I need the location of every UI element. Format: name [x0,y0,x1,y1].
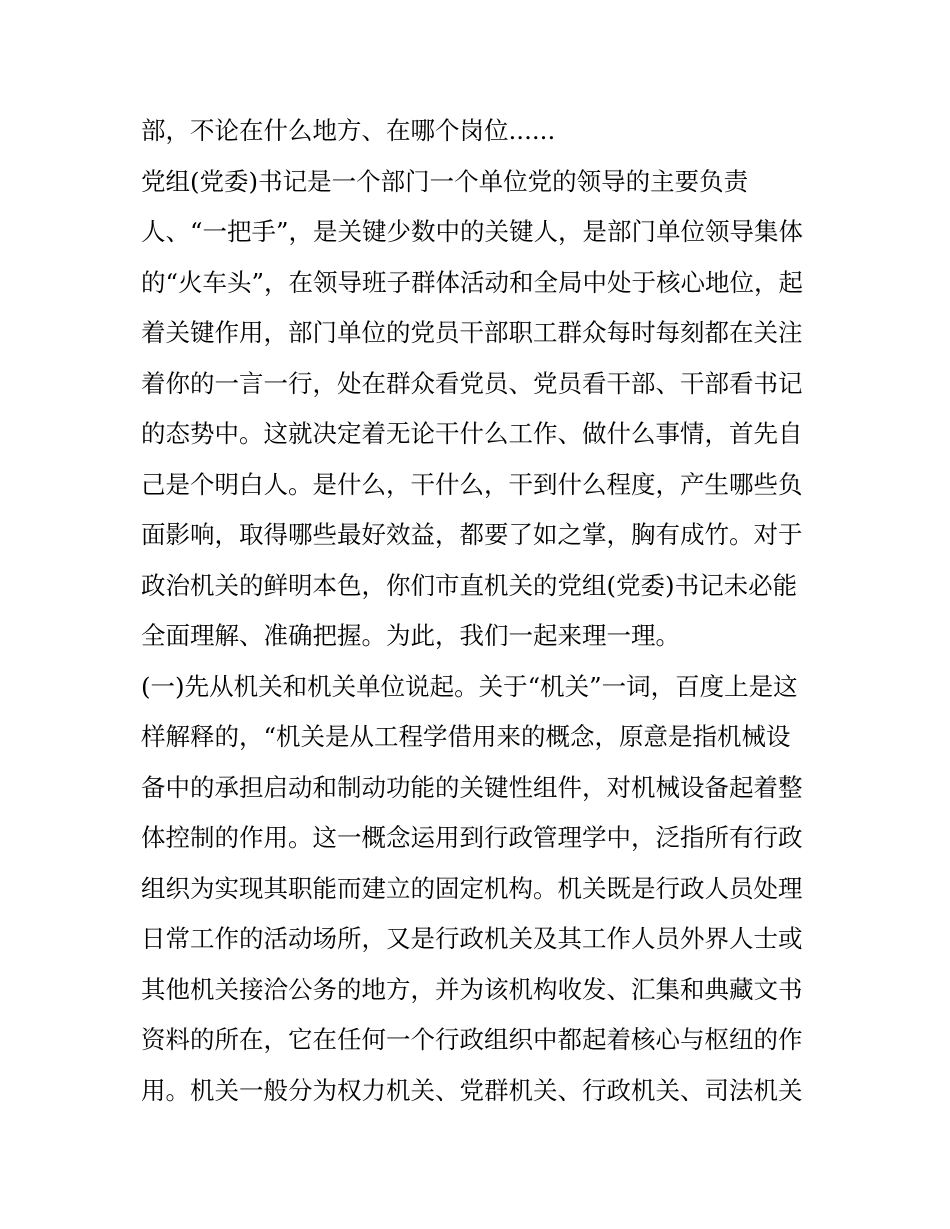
text-line: 部，不论在什么地方、在哪个岗位...... [141,116,556,145]
text-line: 体控制的作用。这一概念运用到行政管理学中，泛指所有行政 [141,823,803,852]
text-line: 面影响，取得哪些最好效益，都要了如之掌，胸有成竹。对于 [141,520,803,549]
text-line: 着关键作用，部门单位的党员干部职工群众每时每刻都在关注 [141,318,803,347]
text-line: 人、“一把手”，是关键少数中的关键人，是部门单位领导集体 [141,217,804,246]
text-line: 组织为实现其职能而建立的固定机构。机关既是行政人员处理 [141,873,803,903]
text-line: 政治机关的鲜明本色，你们市直机关的党组(党委)书记未必能 [141,570,798,600]
text-line: 的态势中。这就决定着无论干什么工作、做什么事情，首先自 [141,419,803,448]
text-line: 全面理解、准确把握。为此，我们一起来理一理。 [141,621,680,650]
text-line: 样解释的，“机关是从工程学借用来的概念，原意是指机械设 [141,722,791,751]
text-line: 资料的所在，它在任何一个行政组织中都起着核心与枢纽的作 [141,1025,803,1054]
text-line: 党组(党委)书记是一个部门一个单位党的领导的主要负责 [141,166,749,196]
text-line: 的“火车头”，在领导班子群体活动和全局中处于核心地位，起 [141,267,804,297]
text-line: 己是个明白人。是什么，干什么，干到什么程度，产生哪些负 [141,469,803,499]
text-line: 日常工作的活动场所，又是行政机关及其工作人员外界人士或 [141,924,803,953]
text-line: 其他机关接洽公务的地方，并为该机构收发、汇集和典藏文书 [141,974,803,1004]
body-text [141,106,821,1116]
text-line: 着你的一言一行，处在群众看党员、党员看干部、干部看书记 [141,368,803,398]
text-line: (一)先从机关和机关单位说起。关于“机关”一词，百度上是这 [141,671,798,701]
text-line: 用。机关一般分为权力机关、党群机关、行政机关、司法机关 [141,1075,803,1105]
text-line: 备中的承担启动和制动功能的关键性组件，对机械设备起着整 [141,772,803,802]
